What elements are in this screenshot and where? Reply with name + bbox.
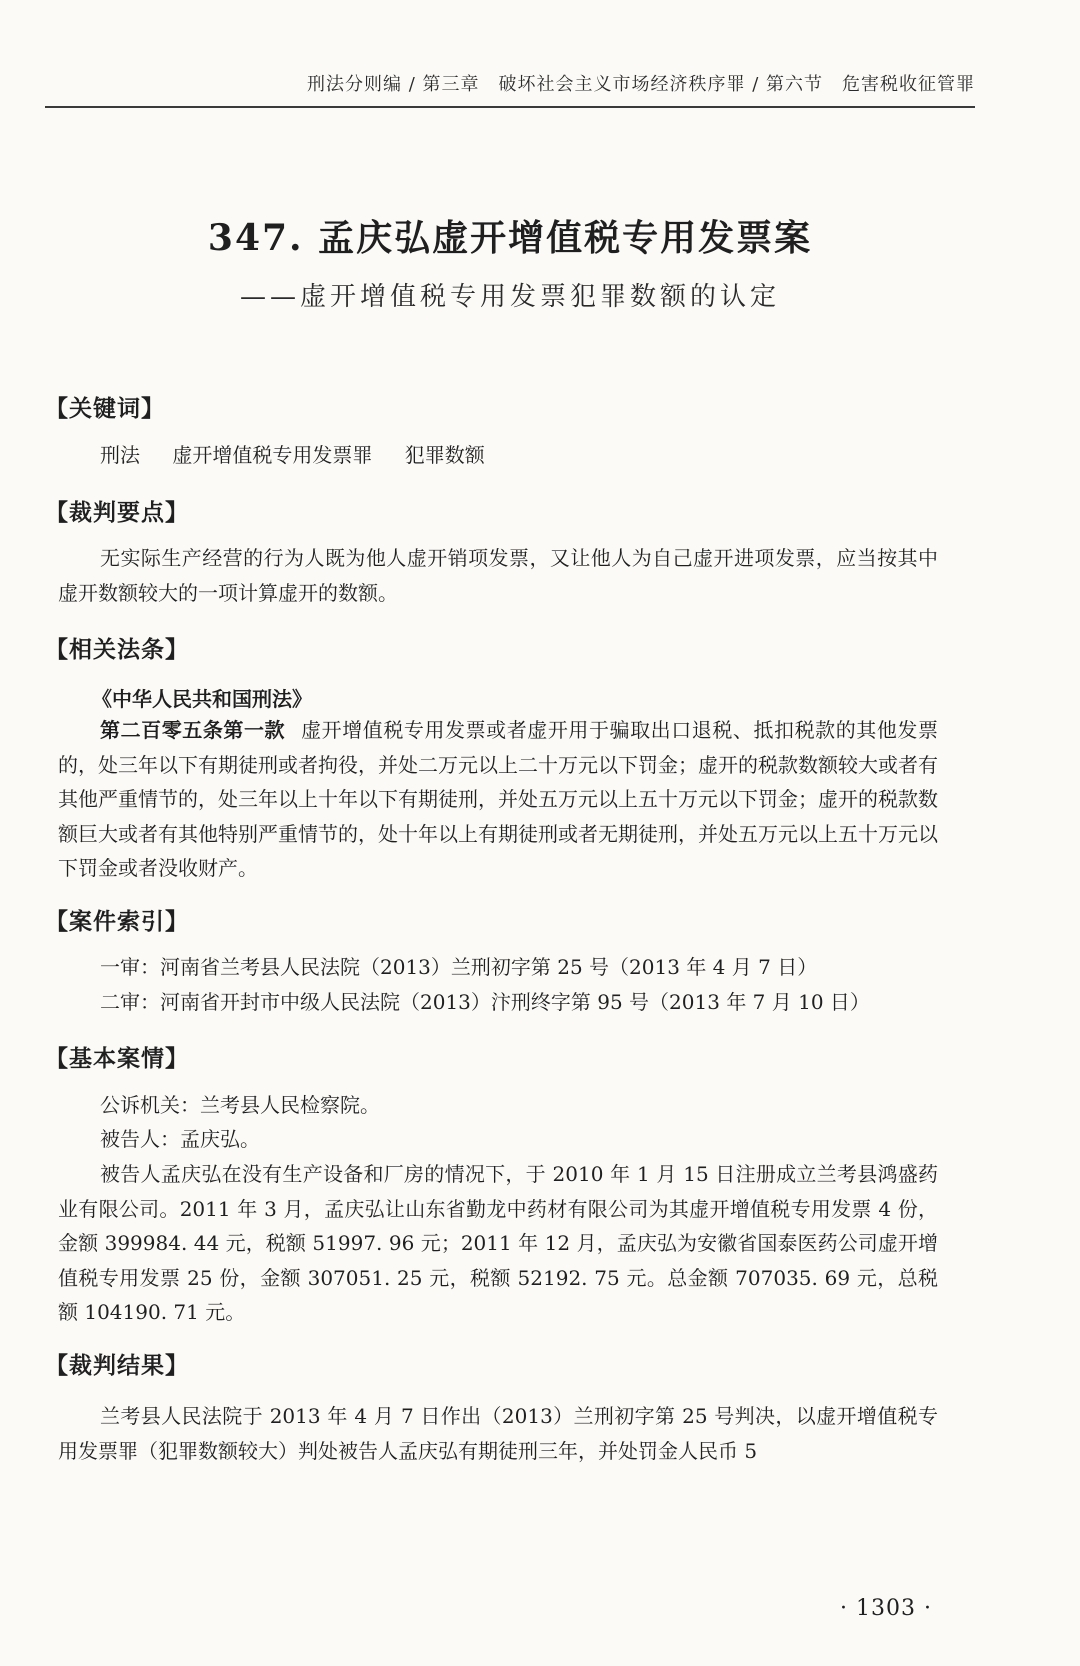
- running-header: 刑法分则编 / 第三章 破坏社会主义市场经济秩序罪 / 第六节 危害税收征管罪: [306, 74, 975, 95]
- judgment-text: 兰考县人民法院于 2013 年 4 月 7 日作出（2013）兰刑初字第 25 号判决，以虚开增值税专用发票罪（犯罪数额较大）判处被告人孟庆弘有期徒刑三年，并处罚金人民币 5: [58, 1404, 938, 1463]
- first-instance: 一审：河南省兰考县人民法院（2013）兰刑初字第 25 号（2013 年 4 月 7 日）: [100, 955, 818, 979]
- keyword-item: 虚开增值税专用发票罪: [172, 443, 373, 467]
- keywords-heading: 【关键词】: [45, 396, 165, 422]
- keyword-item: 刑法: [100, 443, 140, 467]
- header-rule: [45, 106, 975, 108]
- case-subtitle: ——虚开增值税专用发票犯罪数额的认定: [239, 282, 780, 312]
- keywords-list: [100, 438, 511, 472]
- article-number: 第二百零五条第一款: [100, 718, 286, 742]
- prosecutor: 公诉机关：兰考县人民检察院。: [100, 1093, 380, 1117]
- facts-text: 被告人孟庆弘在没有生产设备和厂房的情况下，于 2010 年 1 月 15 日注册成立兰考县鸿盛药业有限公司。2011 年 3 月，孟庆弘让山东省勤龙中药材有限公司为其虚开增值税专用发票 4 份，金额 399984. 44 元，税额 51997. 96 元；2011 年 12 月，孟庆弘为安徽省国泰医药公司虚开增值税专用发票 25 份，金额 307051. 25 元，税额 52192. 75 元。总金额 707035. 69 元，总税额 104190. 71 元。: [58, 1162, 938, 1324]
- law-heading: 【相关法条】: [45, 637, 189, 663]
- statute-title: 《中华人民共和国刑法》: [92, 687, 312, 711]
- article-text: 虚开增值税专用发票或者虚开用于骗取出口退税、抵扣税款的其他发票的，处三年以下有期徒刑或者拘役，并处二万元以上二十万元以下罚金；虚开的税款数额较大或者有其他严重情节的，处三年以上十年以下有期徒刑，并处五万元以上五十万元以下罚金；虚开的税款数额巨大或者有其他特别严重情节的，处十年以上有期徒刑或者无期徒刑，并处五万元以上五十万元以下罚金或者没收财产。: [58, 718, 939, 880]
- second-instance: 二审：河南省开封市中级人民法院（2013）汴刑终字第 95 号（2013 年 7 月 10 日）: [100, 990, 870, 1014]
- holding-text: 无实际生产经营的行为人既为他人虚开销项发票，又让他人为自己虚开进项发票，应当按其中虚开数额较大的一项计算虚开的数额。: [58, 546, 938, 605]
- case-title: 347. 孟庆弘虚开增值税专用发票案: [207, 217, 813, 259]
- holding-heading: 【裁判要点】: [45, 500, 189, 526]
- defendant: 被告人：孟庆弘。: [100, 1127, 260, 1151]
- article-paragraph: [58, 713, 938, 886]
- keyword-item: 犯罪数额: [404, 443, 485, 467]
- facts-heading: 【基本案情】: [45, 1046, 189, 1072]
- page-number: · 1303 ·: [840, 1596, 932, 1621]
- case-index-heading: 【案件索引】: [45, 909, 189, 935]
- judgment-heading: 【裁判结果】: [45, 1353, 189, 1379]
